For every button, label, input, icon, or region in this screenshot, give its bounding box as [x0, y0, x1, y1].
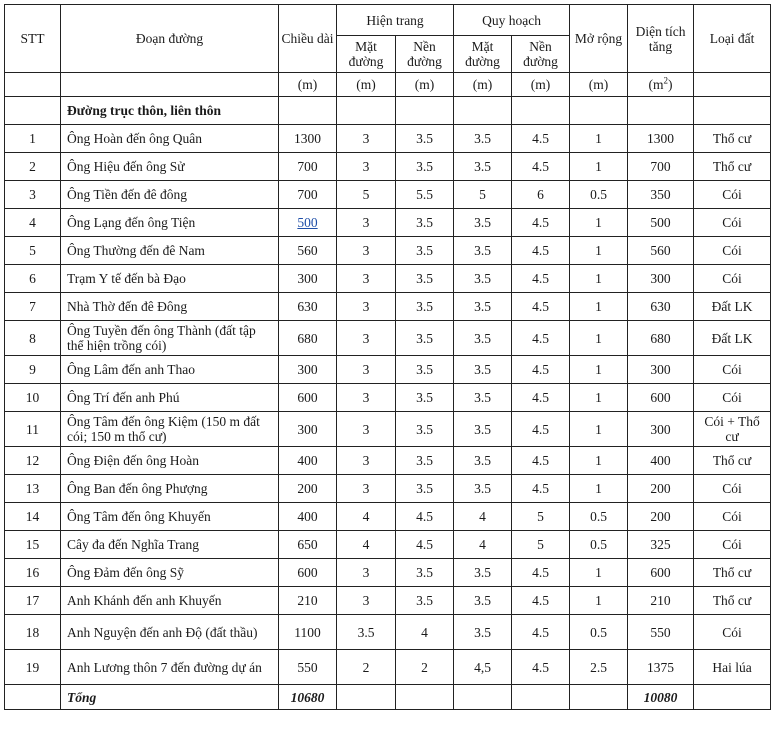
cell-ht-mat-duong: 3: [337, 559, 396, 587]
section-empty-cell: [337, 97, 396, 125]
cell-stt: 13: [5, 475, 61, 503]
cell-qh-nen-duong: 4.5: [512, 265, 570, 293]
cell-qh-mat-duong: 3.5: [454, 125, 512, 153]
table-body: [5, 97, 771, 685]
cell-qh-nen-duong: 4.5: [512, 293, 570, 321]
section-empty-cell: [694, 97, 771, 125]
cell-loai-dat: Cói + Thổ cư: [694, 412, 771, 447]
cell-mo-rong: 2.5: [570, 650, 628, 685]
cell-chieu-dai: 300: [279, 265, 337, 293]
cell-chieu-dai: 700: [279, 181, 337, 209]
cell-qh-mat-duong: 3.5: [454, 384, 512, 412]
cell-mo-rong: 0.5: [570, 615, 628, 650]
cell-doan-duong: Ông Lạng đến ông Tiện: [61, 209, 279, 237]
cell-dien-tich-tang: 680: [628, 321, 694, 356]
cell-mo-rong: 1: [570, 384, 628, 412]
unit-m2-suffix: ): [668, 77, 673, 92]
table-row: [5, 412, 771, 447]
cell-chieu-dai: 210: [279, 587, 337, 615]
table-row: [5, 293, 771, 321]
section-stt-cell: [5, 97, 61, 125]
cell-mo-rong: 1: [570, 125, 628, 153]
cell-qh-nen-duong: 4.5: [512, 237, 570, 265]
cell-doan-duong: Trạm Y tế đến bà Đạo: [61, 265, 279, 293]
cell-ht-mat-duong: 3: [337, 153, 396, 181]
table-row: [5, 447, 771, 475]
cell-loai-dat: Thổ cư: [694, 153, 771, 181]
cell-ht-nen-duong: 3.5: [396, 384, 454, 412]
cell-doan-duong: Ông Tâm đến ông Kiệm (150 m đất cói; 150 m thổ cư): [61, 412, 279, 447]
cell-stt: 14: [5, 503, 61, 531]
cell-chieu-dai: 400: [279, 503, 337, 531]
cell-stt: 10: [5, 384, 61, 412]
cell-mo-rong: 1: [570, 356, 628, 384]
cell-mo-rong: 1: [570, 412, 628, 447]
header-dien-tich-tang: Diện tích tăng: [628, 5, 694, 73]
cell-loai-dat: Thổ cư: [694, 447, 771, 475]
cell-ht-nen-duong: 3.5: [396, 356, 454, 384]
cell-chieu-dai: 400: [279, 447, 337, 475]
cell-loai-dat: Cói: [694, 384, 771, 412]
cell-qh-mat-duong: 3.5: [454, 587, 512, 615]
cell-dien-tich-tang: 300: [628, 356, 694, 384]
cell-chieu-dai: 650: [279, 531, 337, 559]
cell-chieu-dai: 300: [279, 412, 337, 447]
cell-qh-mat-duong: 3.5: [454, 209, 512, 237]
unit-dien-tich: [628, 73, 694, 97]
section-empty-cell: [628, 97, 694, 125]
header-stt: STT: [5, 5, 61, 73]
cell-ht-mat-duong: 5: [337, 181, 396, 209]
cell-mo-rong: 1: [570, 475, 628, 503]
cell-chieu-dai: 300: [279, 356, 337, 384]
cell-doan-duong: Cây đa đến Nghĩa Trang: [61, 531, 279, 559]
cell-stt: 1: [5, 125, 61, 153]
cell-qh-nen-duong: 4.5: [512, 153, 570, 181]
cell-dien-tich-tang: 325: [628, 531, 694, 559]
cell-qh-nen-duong: 4.5: [512, 650, 570, 685]
cell-qh-mat-duong: 3.5: [454, 265, 512, 293]
cell-qh-mat-duong: 3.5: [454, 237, 512, 265]
header-ht-nen-duong: Nền đường: [396, 36, 454, 73]
cell-doan-duong: Ông Hiệu đến ông Sử: [61, 153, 279, 181]
cell-mo-rong: 1: [570, 265, 628, 293]
cell-doan-duong: Ông Tâm đến ông Khuyến: [61, 503, 279, 531]
unit-loai-dat: [694, 73, 771, 97]
cell-ht-mat-duong: 3: [337, 125, 396, 153]
cell-qh-nen-duong: 4.5: [512, 447, 570, 475]
header-chieu-dai: Chiều dài: [279, 5, 337, 73]
cell-ht-nen-duong: 3.5: [396, 412, 454, 447]
cell-qh-mat-duong: 4: [454, 503, 512, 531]
cell-ht-mat-duong: 3: [337, 475, 396, 503]
cell-qh-nen-duong: 4.5: [512, 209, 570, 237]
cell-ht-nen-duong: 3.5: [396, 153, 454, 181]
cell-chieu-dai: 200: [279, 475, 337, 503]
cell-qh-mat-duong: 3.5: [454, 321, 512, 356]
table-row: [5, 125, 771, 153]
cell-loai-dat: Thổ cư: [694, 587, 771, 615]
cell-mo-rong: 1: [570, 587, 628, 615]
table-row: [5, 265, 771, 293]
cell-qh-nen-duong: 4.5: [512, 125, 570, 153]
total-dien-tich: 10080: [628, 685, 694, 710]
cell-qh-mat-duong: 3.5: [454, 447, 512, 475]
unit-m2-prefix: (m: [648, 77, 664, 92]
cell-loai-dat: Hai lúa: [694, 650, 771, 685]
cell-doan-duong: Anh Lương thôn 7 đến đường dự án: [61, 650, 279, 685]
cell-ht-nen-duong: 3.5: [396, 293, 454, 321]
cell-dien-tich-tang: 600: [628, 384, 694, 412]
cell-mo-rong: 0.5: [570, 531, 628, 559]
header-qh-mat-duong: Mặt đường: [454, 36, 512, 73]
cell-dien-tich-tang: 700: [628, 153, 694, 181]
total-empty-cell: [512, 685, 570, 710]
cell-doan-duong: Ông Tiền đến đê đông: [61, 181, 279, 209]
cell-ht-nen-duong: 2: [396, 650, 454, 685]
cell-chieu-dai: 630: [279, 293, 337, 321]
cell-qh-mat-duong: 3.5: [454, 615, 512, 650]
table-row: [5, 650, 771, 685]
cell-ht-mat-duong: 3: [337, 447, 396, 475]
cell-ht-nen-duong: 4: [396, 615, 454, 650]
cell-mo-rong: 0.5: [570, 503, 628, 531]
cell-qh-mat-duong: 5: [454, 181, 512, 209]
cell-stt: 5: [5, 237, 61, 265]
section-empty-cell: [279, 97, 337, 125]
cell-ht-nen-duong: 3.5: [396, 265, 454, 293]
cell-stt: 11: [5, 412, 61, 447]
cell-qh-nen-duong: 5: [512, 531, 570, 559]
total-label: Tổng: [61, 685, 279, 710]
cell-qh-nen-duong: 4.5: [512, 384, 570, 412]
header-doan-duong: Đoạn đường: [61, 5, 279, 73]
cell-qh-mat-duong: 3.5: [454, 153, 512, 181]
cell-ht-mat-duong: 4: [337, 503, 396, 531]
cell-stt: 3: [5, 181, 61, 209]
cell-loai-dat: Cói: [694, 356, 771, 384]
cell-doan-duong: Ông Lâm đến anh Thao: [61, 356, 279, 384]
section-empty-cell: [512, 97, 570, 125]
cell-ht-nen-duong: 3.5: [396, 587, 454, 615]
cell-loai-dat: Cói: [694, 181, 771, 209]
cell-dien-tich-tang: 400: [628, 447, 694, 475]
cell-ht-mat-duong: 3: [337, 293, 396, 321]
cell-dien-tich-tang: 550: [628, 615, 694, 650]
cell-doan-duong: Ông Tuyền đến ông Thành (đất tập thể hiện trồng cói): [61, 321, 279, 356]
cell-chieu-dai: 560: [279, 237, 337, 265]
cell-mo-rong: 1: [570, 153, 628, 181]
cell-dien-tich-tang: 1300: [628, 125, 694, 153]
cell-loai-dat: Cói: [694, 209, 771, 237]
cell-doan-duong: Ông Trí đến anh Phú: [61, 384, 279, 412]
section-title: Đường trục thôn, liên thôn: [61, 97, 279, 125]
cell-doan-duong: Ông Ban đến ông Phượng: [61, 475, 279, 503]
unit-ht-nen: (m): [396, 73, 454, 97]
cell-stt: 15: [5, 531, 61, 559]
cell-stt: 2: [5, 153, 61, 181]
section-empty-cell: [396, 97, 454, 125]
total-row: [5, 685, 771, 710]
cell-qh-mat-duong: 4,5: [454, 650, 512, 685]
cell-qh-mat-duong: 3.5: [454, 559, 512, 587]
table-row: [5, 384, 771, 412]
cell-chieu-dai: 1100: [279, 615, 337, 650]
cell-doan-duong: Anh Khánh đến anh Khuyến: [61, 587, 279, 615]
cell-stt: 4: [5, 209, 61, 237]
cell-loai-dat: Cói: [694, 475, 771, 503]
table-row: [5, 181, 771, 209]
total-stt-cell: [5, 685, 61, 710]
cell-qh-nen-duong: 4.5: [512, 615, 570, 650]
table-row: [5, 587, 771, 615]
header-loai-dat: Loại đất: [694, 5, 771, 73]
cell-chieu-dai: 600: [279, 559, 337, 587]
table-row: [5, 531, 771, 559]
table-row: [5, 503, 771, 531]
cell-ht-mat-duong: 3.5: [337, 615, 396, 650]
cell-dien-tich-tang: 210: [628, 587, 694, 615]
cell-loai-dat: Cói: [694, 615, 771, 650]
cell-doan-duong: Ông Hoàn đến ông Quân: [61, 125, 279, 153]
cell-ht-mat-duong: 3: [337, 209, 396, 237]
unit-doan-duong: [61, 73, 279, 97]
cell-dien-tich-tang: 1375: [628, 650, 694, 685]
cell-qh-nen-duong: 4.5: [512, 412, 570, 447]
header-quy-hoach: Quy hoạch: [454, 5, 570, 36]
cell-ht-nen-duong: 3.5: [396, 559, 454, 587]
cell-chieu-dai: 680: [279, 321, 337, 356]
total-empty-cell: [694, 685, 771, 710]
cell-doan-duong: Ông Thường đến đê Nam: [61, 237, 279, 265]
cell-qh-mat-duong: 3.5: [454, 412, 512, 447]
cell-loai-dat: Thổ cư: [694, 559, 771, 587]
unit-stt: [5, 73, 61, 97]
section-empty-cell: [570, 97, 628, 125]
cell-stt: 6: [5, 265, 61, 293]
table-row: [5, 321, 771, 356]
header-ht-mat-duong: Mặt đường: [337, 36, 396, 73]
table-row: [5, 356, 771, 384]
cell-dien-tich-tang: 630: [628, 293, 694, 321]
cell-dien-tich-tang: 200: [628, 475, 694, 503]
cell-chieu-dai: [279, 209, 337, 237]
cell-loai-dat: Đất LK: [694, 293, 771, 321]
cell-ht-mat-duong: 3: [337, 321, 396, 356]
cell-qh-nen-duong: 4.5: [512, 587, 570, 615]
total-empty-cell: [396, 685, 454, 710]
road-plan-table: [4, 4, 771, 710]
cell-doan-duong: Anh Nguyện đến anh Độ (đất thầu): [61, 615, 279, 650]
cell-dien-tich-tang: 200: [628, 503, 694, 531]
cell-dien-tich-tang: 560: [628, 237, 694, 265]
cell-stt: 12: [5, 447, 61, 475]
total-empty-cell: [454, 685, 512, 710]
cell-ht-mat-duong: 4: [337, 531, 396, 559]
header-qh-nen-duong: Nền đường: [512, 36, 570, 73]
cell-loai-dat: Cói: [694, 503, 771, 531]
cell-dien-tich-tang: 350: [628, 181, 694, 209]
total-empty-cell: [337, 685, 396, 710]
cell-mo-rong: 1: [570, 293, 628, 321]
cell-stt: 8: [5, 321, 61, 356]
table-row: [5, 153, 771, 181]
cell-qh-mat-duong: 3.5: [454, 293, 512, 321]
cell-ht-nen-duong: 4.5: [396, 503, 454, 531]
cell-ht-mat-duong: 3: [337, 265, 396, 293]
cell-ht-nen-duong: 5.5: [396, 181, 454, 209]
section-empty-cell: [454, 97, 512, 125]
cell-stt: 17: [5, 587, 61, 615]
cell-qh-nen-duong: 5: [512, 503, 570, 531]
cell-stt: 16: [5, 559, 61, 587]
section-row: [5, 97, 771, 125]
cell-ht-mat-duong: 3: [337, 412, 396, 447]
cell-ht-nen-duong: 3.5: [396, 209, 454, 237]
cell-qh-mat-duong: 4: [454, 531, 512, 559]
cell-ht-mat-duong: 3: [337, 237, 396, 265]
cell-qh-mat-duong: 3.5: [454, 356, 512, 384]
cell-chieu-dai: 600: [279, 384, 337, 412]
cell-doan-duong: Nhà Thờ đến đê Đông: [61, 293, 279, 321]
cell-qh-nen-duong: 4.5: [512, 559, 570, 587]
cell-qh-nen-duong: 4.5: [512, 356, 570, 384]
cell-loai-dat: Cói: [694, 237, 771, 265]
header-mo-rong: Mở rộng: [570, 5, 628, 73]
cell-mo-rong: 1: [570, 209, 628, 237]
cell-ht-nen-duong: 3.5: [396, 125, 454, 153]
cell-stt: 9: [5, 356, 61, 384]
cell-loai-dat: Đất LK: [694, 321, 771, 356]
table-row: [5, 237, 771, 265]
cell-loai-dat: Cói: [694, 531, 771, 559]
cell-mo-rong: 1: [570, 447, 628, 475]
cell-ht-nen-duong: 3.5: [396, 237, 454, 265]
cell-dien-tich-tang: 300: [628, 412, 694, 447]
unit-chieu-dai: (m): [279, 73, 337, 97]
unit-qh-mat: (m): [454, 73, 512, 97]
cell-loai-dat: Cói: [694, 265, 771, 293]
total-empty-cell: [570, 685, 628, 710]
cell-ht-nen-duong: 3.5: [396, 321, 454, 356]
cell-doan-duong: Ông Điện đến ông Hoàn: [61, 447, 279, 475]
cell-mo-rong: 0.5: [570, 181, 628, 209]
cell-ht-nen-duong: 3.5: [396, 447, 454, 475]
table-row: [5, 615, 771, 650]
cell-mo-rong: 1: [570, 237, 628, 265]
cell-chieu-dai: 1300: [279, 125, 337, 153]
unit-ht-mat: (m): [337, 73, 396, 97]
header-hien-trang: Hiện trang: [337, 5, 454, 36]
road-table-document: [4, 4, 770, 710]
cell-dien-tich-tang: 300: [628, 265, 694, 293]
cell-ht-mat-duong: 3: [337, 587, 396, 615]
cell-chieu-dai: 550: [279, 650, 337, 685]
cell-qh-nen-duong: 4.5: [512, 475, 570, 503]
cell-loai-dat: Thổ cư: [694, 125, 771, 153]
length-link[interactable]: 500: [297, 215, 318, 230]
table-row: [5, 475, 771, 503]
unit-qh-nen: (m): [512, 73, 570, 97]
cell-stt: 18: [5, 615, 61, 650]
cell-doan-duong: Ông Đảm đến ông Sỹ: [61, 559, 279, 587]
cell-mo-rong: 1: [570, 321, 628, 356]
unit-m2-sup: 2: [663, 75, 669, 86]
cell-qh-nen-duong: 6: [512, 181, 570, 209]
cell-dien-tich-tang: 600: [628, 559, 694, 587]
cell-mo-rong: 1: [570, 559, 628, 587]
table-row: [5, 559, 771, 587]
unit-mo-rong: (m): [570, 73, 628, 97]
cell-chieu-dai: 700: [279, 153, 337, 181]
cell-stt: 19: [5, 650, 61, 685]
cell-ht-nen-duong: 4.5: [396, 531, 454, 559]
cell-ht-mat-duong: 2: [337, 650, 396, 685]
cell-qh-mat-duong: 3.5: [454, 475, 512, 503]
cell-dien-tich-tang: 500: [628, 209, 694, 237]
total-length: 10680: [279, 685, 337, 710]
cell-qh-nen-duong: 4.5: [512, 321, 570, 356]
cell-stt: 7: [5, 293, 61, 321]
table-row: [5, 209, 771, 237]
cell-ht-nen-duong: 3.5: [396, 475, 454, 503]
cell-ht-mat-duong: 3: [337, 356, 396, 384]
cell-ht-mat-duong: 3: [337, 384, 396, 412]
